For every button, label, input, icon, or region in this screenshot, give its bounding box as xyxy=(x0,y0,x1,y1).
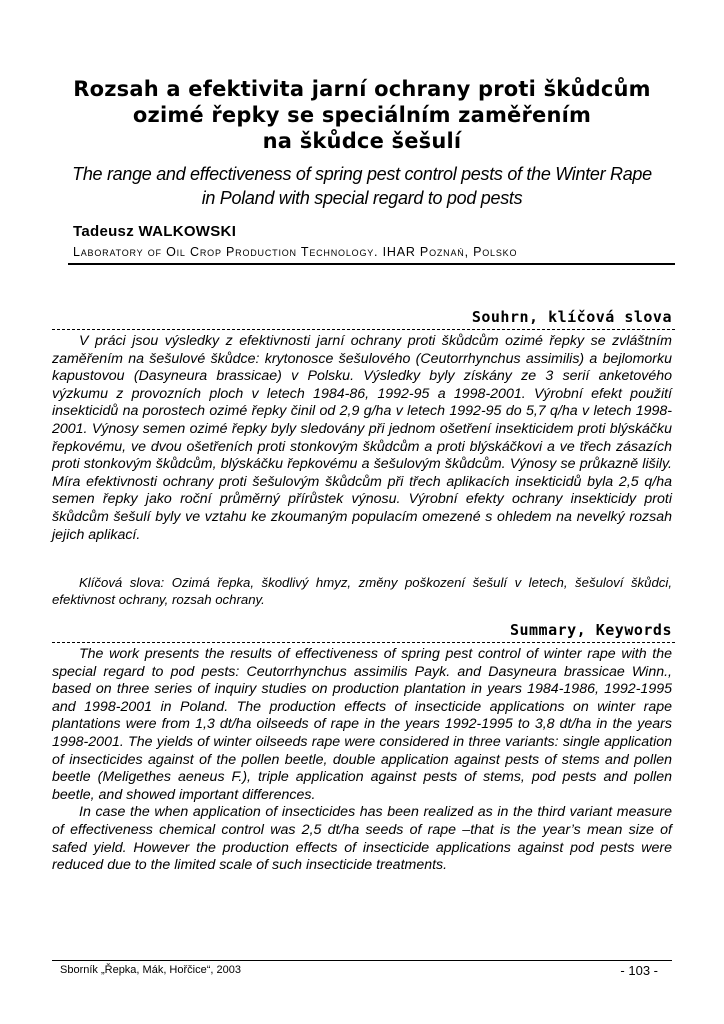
souhrn-paragraph: V práci jsou výsledky z efektivnosti jarní ochrany proti škůdcům ozimé řepky se zvláštním zaměřením na šešulové škůdce: krytonosce šešulového (Ceutorrhynchus assimilis) a bejlomorku kapustovou (Dasyneura brassicae) v Polsku. Výsledky byly získány ze 3 serií anketového výzkumu z provozních ploch v letech 1984-86, 1992-95 a 1998-2001. Výrobní efekt použití insekticidů na porostech ozimé řepky činil od 2,9 g/ha v letech 1992-95 do 5,7 q/ha v letech 1998-2001. Výnosy semen ozimé řepky byly sledovány při jednom ošetření insekticidem proti blýskáčku řepkovému, ve dvou ošetřeních proti stonkovým škůdcům a proti blýskáčkovi a ve třech zásazích proti stonkovým škůdcům, blýskáčku řepkovému a šešulovým škůdcům. Výnosy se průkazně lišily. Míra efektivnosti ochrany proti šešulovým škůdcům při třech aplikacích insekticidů byla 2,5 q/ha semen řepky jako roční průměrný přírůstek výnosu. Výrobní efekty ochrany insekticidy proti škůdcům šešulí byly ve vztahu ke zkoumaným populacím omezené s ohledem na nevelký rozsah jejich aplikací. xyxy=(52,333,672,543)
author-affiliation: Laboratory of Oil Crop Production Technology. IHAR Poznań, Polsko xyxy=(73,245,518,259)
souhrn-divider xyxy=(52,329,675,330)
souhrn-heading: Souhrn, klíčová slova xyxy=(471,308,672,326)
souhrn-abstract xyxy=(52,333,672,544)
page-number: - 103 - xyxy=(620,963,658,978)
summary-paragraph-2: In case the when application of insecticides has been realized as in the third variant measure of effectiveness chemical control was 2,5 dt/ha seeds of rape –that is the year’s mean size of safed yield. However the production effects of insecticide applications against pod pests were reduced due to the limited scale of such insecticide treatments. xyxy=(52,804,672,874)
title-czech-line-3: na škůdce šešulí xyxy=(262,129,462,153)
summary-divider xyxy=(52,642,675,643)
title-english-line-2: in Poland with special regard to pod pests xyxy=(201,188,523,208)
title-czech-line-1: Rozsah a efektivita jarní ochrany proti škůdcům xyxy=(73,77,651,101)
souhrn-keywords xyxy=(52,574,672,608)
title-english-line-1: The range and effectiveness of spring pest control pests of the Winter Rape xyxy=(72,164,652,184)
header-rule xyxy=(68,263,675,265)
footer-rule xyxy=(52,960,672,961)
summary-heading: Summary, Keywords xyxy=(509,621,672,639)
footer-source: Sborník „Řepka, Mák, Hořčice“, 2003 xyxy=(60,964,241,976)
title-czech-line-2: ozimé řepky se speciálním zaměřením xyxy=(132,103,592,127)
summary-paragraph-1: The work presents the results of effectiveness of spring pest control of winter rape with the special regard to pod pests: Ceutorrhynchus assimilis Payk. and Dasyneura brassicae Winn., based on three series of inquiry studies on production plantation in years 1984-1986, 1992-1995 and 1998-2001 in Poland. The production effects of insecticide applications on winter rape plantations were from 1,3 dt/ha oilseeds of rape in the years 1992-1995 to 3,8 dt/ha in the years 1998-2001. The yields of winter oilseeds rape were considered in three variants: single application of insecticides against of the pollen beetle, double application against pests of stems and pollen beetle (Meligethes aeneus F.), triple application against pests of stems, pod pests and pollen beetle, and showed important differences. xyxy=(52,646,672,803)
souhrn-keywords-text: Klíčová slova: Ozimá řepka, škodlivý hmyz, změny poškození šešulí v letech, šešuloví škůdci, efektivnost ochrany, rozsah ochrany. xyxy=(52,575,672,607)
summary-abstract xyxy=(52,646,672,875)
title-czech xyxy=(40,76,684,154)
title-english xyxy=(40,162,684,210)
author-name: Tadeusz WALKOWSKI xyxy=(73,223,237,240)
